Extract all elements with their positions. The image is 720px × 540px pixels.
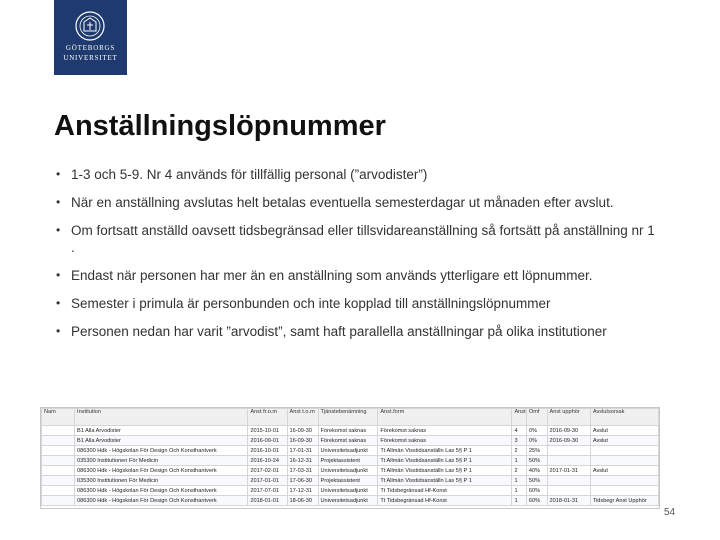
column-header-end[interactable]: Anst t.o.m: [287, 409, 318, 426]
bullet-item: [56, 194, 656, 211]
cell-title: Förekomst saknas: [318, 426, 378, 436]
cell-start: 2017-07-01: [248, 486, 287, 496]
table-row[interactable]: [42, 476, 659, 486]
cell-name: [42, 456, 75, 466]
cell-scope: 40%: [526, 466, 547, 476]
cell-form: Tt Allmän Visstidsanställn Las 5§ P 1: [378, 476, 512, 486]
cell-scope: 50%: [526, 476, 547, 486]
cell-reason: [590, 456, 658, 466]
cell-start: 2017-02-01: [248, 466, 287, 476]
page-number: 54: [664, 507, 676, 518]
crest-icon: [73, 10, 107, 42]
cell-reason: Avslut: [590, 466, 658, 476]
cell-scope: 25%: [526, 446, 547, 456]
cell-name: [42, 466, 75, 476]
bullet-dot-icon: •: [56, 195, 61, 209]
table-row[interactable]: [42, 496, 659, 506]
cell-institution: 086300 Hdk - Högskolan För Design Och Konsthantverk: [75, 496, 248, 506]
bullet-text: Personen nedan har varit ”arvodist”, samt haft parallella anställningar på olika institutioner: [71, 324, 607, 339]
cell-title: Projektassistent: [318, 476, 378, 486]
cell-number: 1: [512, 496, 526, 506]
cell-name: [42, 486, 75, 496]
cell-start: 2017-01-01: [248, 476, 287, 486]
table-row[interactable]: [42, 456, 659, 466]
cell-title: Universitetsadjunkt: [318, 486, 378, 496]
cell-scope: 60%: [526, 496, 547, 506]
logo-text-line2: UNIVERSITET: [63, 54, 118, 62]
cell-end: 17-03-31: [287, 466, 318, 476]
bullet-item: [56, 222, 656, 256]
cell-institution: 035300 Institutionen För Medicin: [75, 476, 248, 486]
cell-form: Tt Tidsbegränsad Hf-Konst: [378, 486, 512, 496]
bullet-item: [56, 267, 656, 284]
table-header-row: [42, 409, 659, 426]
bullet-item: [56, 295, 656, 312]
bullet-text: 1-3 och 5-9. Nr 4 används för tillfällig personal (”arvodister”): [71, 167, 428, 182]
cell-scope: 60%: [526, 486, 547, 496]
cell-number: 1: [512, 476, 526, 486]
bullet-dot-icon: •: [56, 223, 61, 237]
cell-name: [42, 426, 75, 436]
cell-start: 2018-01-01: [248, 496, 287, 506]
cell-number: 3: [512, 436, 526, 446]
employment-table: [41, 408, 659, 506]
cell-end: 17-12-31: [287, 486, 318, 496]
cell-ends: [547, 486, 590, 496]
cell-start: 2016-10-01: [248, 446, 287, 456]
cell-name: [42, 436, 75, 446]
column-header-reason[interactable]: Avslutsorsak: [590, 409, 658, 426]
cell-ends: 2016-09-30: [547, 426, 590, 436]
cell-start: 2015-10-01: [248, 426, 287, 436]
cell-end: 17-06-30: [287, 476, 318, 486]
table-row[interactable]: [42, 486, 659, 496]
bullet-list: [56, 166, 656, 351]
column-header-form[interactable]: Anst.form: [378, 409, 512, 426]
cell-number: 2: [512, 446, 526, 456]
cell-ends: [547, 456, 590, 466]
cell-title: Projektassistent: [318, 456, 378, 466]
table-row[interactable]: [42, 466, 659, 476]
cell-form: Förekomst saknas: [378, 426, 512, 436]
cell-number: 1: [512, 456, 526, 466]
cell-title: Förekomst saknas: [318, 436, 378, 446]
bullet-dot-icon: •: [56, 296, 61, 310]
cell-reason: Avslut: [590, 426, 658, 436]
bullet-text: När en anställning avslutas helt betalas eventuella semesterdagar ut månaden efter avslut.: [71, 195, 614, 210]
cell-ends: 2017-01-31: [547, 466, 590, 476]
cell-scope: 0%: [526, 426, 547, 436]
cell-reason: [590, 446, 658, 456]
cell-ends: 2016-09-30: [547, 436, 590, 446]
column-header-name[interactable]: Nam: [42, 409, 75, 426]
cell-title: Universitetsadjunkt: [318, 466, 378, 476]
cell-institution: B1 Alla Arvodister: [75, 426, 248, 436]
cell-form: Tt Allmän Visstidsanställn Las 5§ P 1: [378, 456, 512, 466]
employment-table-screenshot: [40, 407, 660, 509]
cell-start: 2016-09-01: [248, 436, 287, 446]
column-header-start[interactable]: Anst fr.o.m: [248, 409, 287, 426]
cell-form: Tt Allmän Visstidsanställn Las 5§ P 1: [378, 446, 512, 456]
cell-form: Tt Tidsbegränsad Hf-Konst: [378, 496, 512, 506]
table-row[interactable]: [42, 436, 659, 446]
cell-end: 16-09-30: [287, 436, 318, 446]
table-row[interactable]: [42, 446, 659, 456]
cell-title: Universitetsadjunkt: [318, 496, 378, 506]
cell-start: 2016-10-24: [248, 456, 287, 466]
cell-form: Tt Allmän Visstidsanställn Las 5§ P 1: [378, 466, 512, 476]
bullet-dot-icon: •: [56, 324, 61, 338]
column-header-number[interactable]: Anst: [512, 409, 526, 426]
cell-institution: 086300 Hdk - Högskolan För Design Och Konsthantverk: [75, 446, 248, 456]
cell-reason: Avslut: [590, 436, 658, 446]
cell-end: 17-01-31: [287, 446, 318, 456]
table-row[interactable]: [42, 426, 659, 436]
cell-ends: [547, 446, 590, 456]
cell-institution: 035300 Institutionen För Medicin: [75, 456, 248, 466]
cell-form: Förekomst saknas: [378, 436, 512, 446]
bullet-text: Semester i primula är personbunden och inte kopplad till anställningslöpnummer: [71, 296, 551, 311]
logo-text-line1: GÖTEBORGS: [65, 44, 116, 52]
column-header-ends[interactable]: Anst upphör: [547, 409, 590, 426]
bullet-item: [56, 166, 656, 183]
cell-name: [42, 476, 75, 486]
bullet-item: [56, 323, 656, 340]
cell-number: 2: [512, 466, 526, 476]
university-logo: [54, 0, 127, 75]
cell-institution: 086300 Hdk - Högskolan För Design Och Konsthantverk: [75, 466, 248, 476]
bullet-dot-icon: •: [56, 167, 61, 181]
cell-scope: 50%: [526, 456, 547, 466]
cell-end: 16-09-30: [287, 426, 318, 436]
bullet-dot-icon: •: [56, 268, 61, 282]
cell-institution: B1 Alla Arvodister: [75, 436, 248, 446]
cell-number: 4: [512, 426, 526, 436]
cell-name: [42, 446, 75, 456]
cell-end: 18-06-30: [287, 496, 318, 506]
cell-number: 1: [512, 486, 526, 496]
column-header-institution[interactable]: Institution: [75, 409, 248, 426]
cell-title: Universitetsadjunkt: [318, 446, 378, 456]
column-header-title[interactable]: Tjänstebenämning: [318, 409, 378, 426]
bullet-text: Endast när personen har mer än en anställning som används ytterligare ett löpnummer.: [71, 268, 593, 283]
bullet-text: Om fortsatt anställd oavsett tidsbegränsad eller tillsvidareanställning så fortsätt på anställning nr 1 .: [71, 223, 655, 255]
cell-ends: [547, 476, 590, 486]
cell-end: 16-12-31: [287, 456, 318, 466]
cell-reason: [590, 476, 658, 486]
column-header-scope[interactable]: Omf: [526, 409, 547, 426]
cell-reason: [590, 486, 658, 496]
cell-scope: 0%: [526, 436, 547, 446]
cell-name: [42, 496, 75, 506]
cell-ends: 2018-01-31: [547, 496, 590, 506]
table-body: [42, 426, 659, 506]
cell-reason: Tidsbegr Anst Upphör: [590, 496, 658, 506]
page-title: Anställningslöpnummer: [54, 110, 386, 142]
cell-institution: 086300 Hdk - Högskolan För Design Och Konsthantverk: [75, 486, 248, 496]
